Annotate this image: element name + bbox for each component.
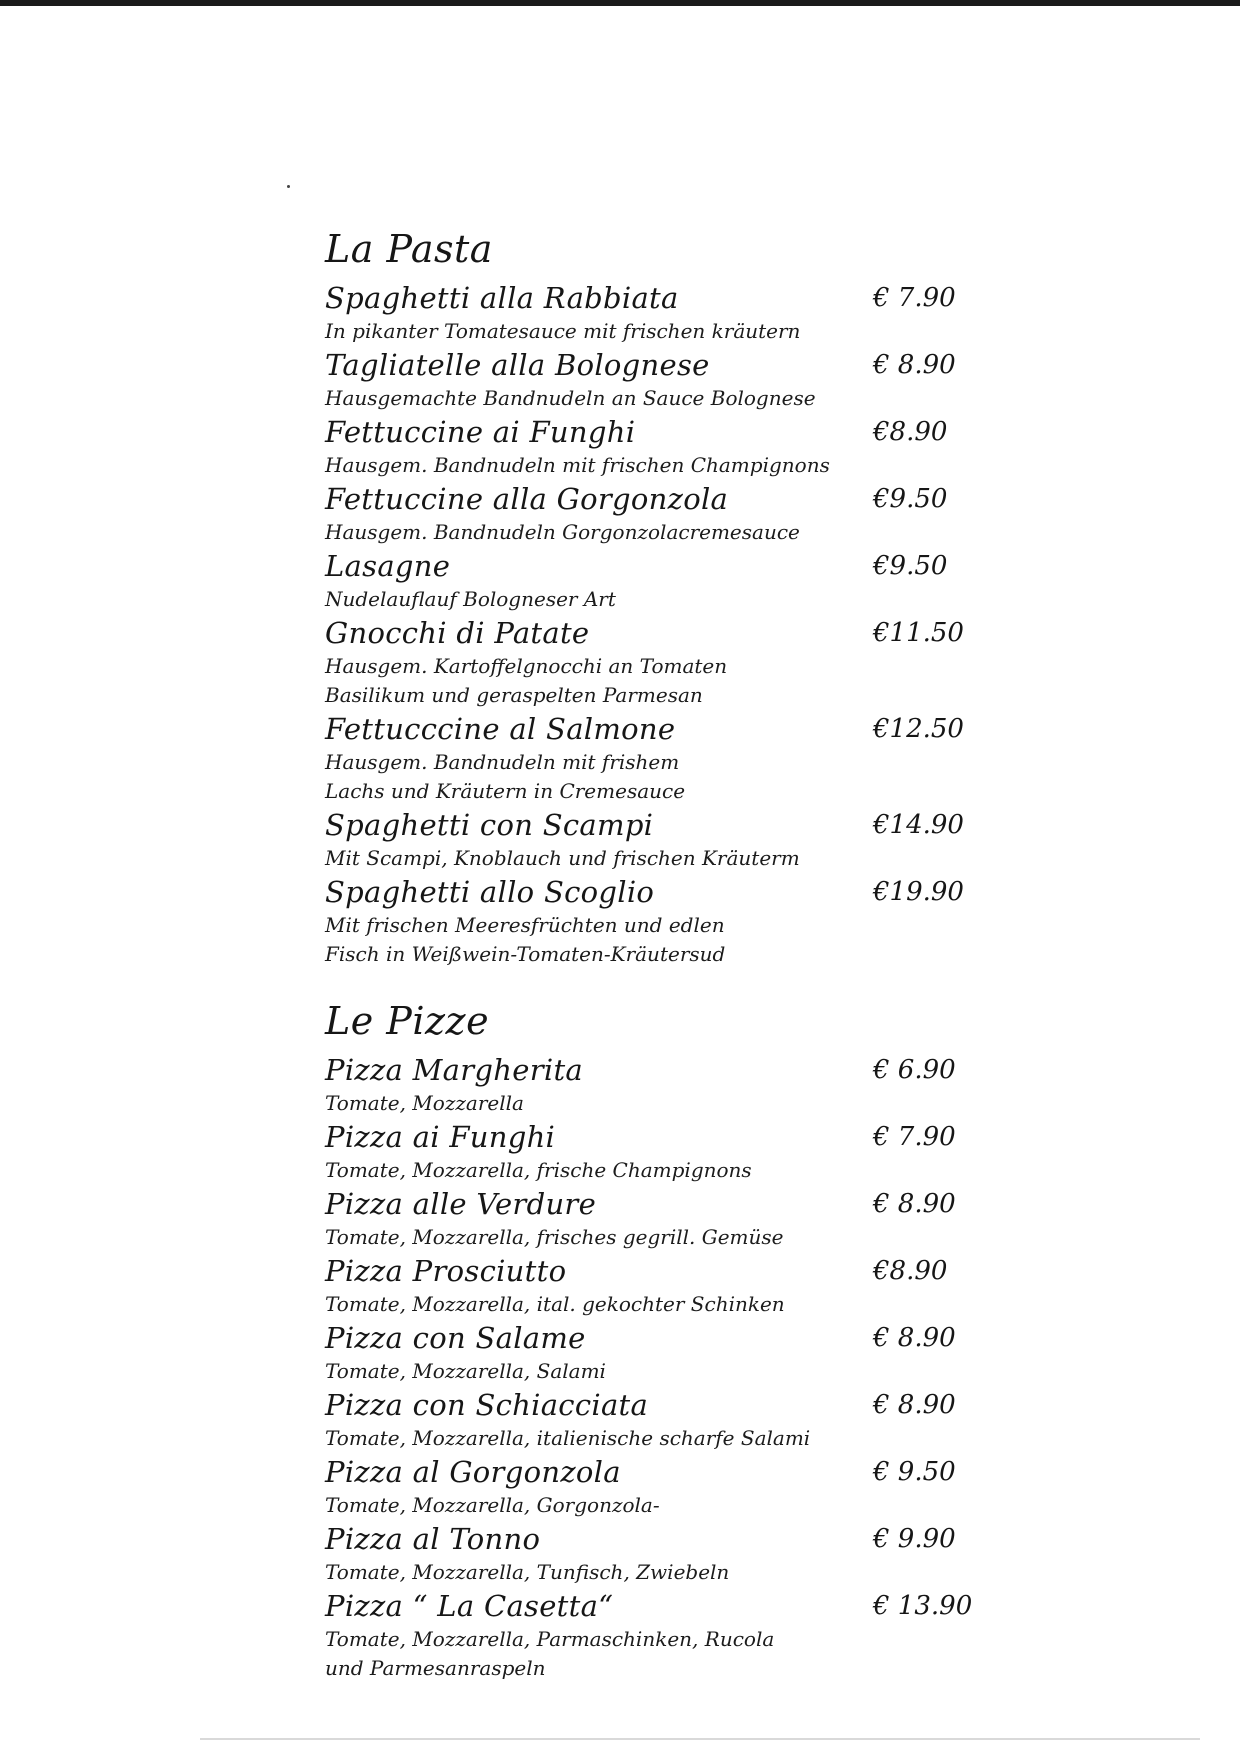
item-price: €9.50 [873, 551, 948, 581]
item-price: € 8.90 [873, 1323, 956, 1353]
menu-item [325, 873, 1005, 969]
item-price: € 6.90 [873, 1055, 956, 1085]
scan-top-edge [0, 0, 1240, 6]
menu-item [325, 1520, 1005, 1587]
item-description: Tomate, Mozzarella, Gorgonzola- [325, 1493, 660, 1517]
item-price: € 8.90 [873, 350, 956, 380]
item-description: Basilikum und geraspelten Parmesan [325, 683, 703, 707]
item-description: Tomate, Mozzarella, italienische scharfe Salami [325, 1426, 811, 1450]
menu-item [325, 1453, 1005, 1520]
item-price: € 9.50 [873, 1457, 956, 1487]
item-description: Tomate, Mozzarella, frische Champignons [325, 1158, 752, 1182]
menu-item [325, 614, 1005, 710]
scan-bottom-edge [200, 1738, 1200, 1740]
item-price: € 9.90 [873, 1524, 956, 1554]
item-name: Gnocchi di Patate [325, 616, 590, 650]
menu-item [325, 346, 1005, 413]
menu-item [325, 1319, 1005, 1386]
item-description: Hausgem. Bandnudeln mit frishem [325, 750, 680, 774]
item-description: Tomate, Mozzarella [325, 1091, 524, 1115]
item-name: Spaghetti con Scampi [325, 808, 654, 842]
item-name: Fettuccine alla Gorgonzola [325, 482, 729, 516]
menu-item [325, 413, 1005, 480]
item-price: € 7.90 [873, 1122, 956, 1152]
item-description: Fisch in Weißwein-Tomaten-Kräutersud [325, 942, 726, 966]
item-name: Pizza con Salame [325, 1321, 586, 1355]
item-description: Tomate, Mozzarella, Salami [325, 1359, 606, 1383]
item-name: Tagliatelle alla Bolognese [325, 348, 710, 382]
item-description: Nudelauflauf Bologneser Art [325, 587, 616, 611]
menu-item [325, 1252, 1005, 1319]
item-description: In pikanter Tomatesauce mit frischen kräutern [325, 319, 801, 343]
item-price: € 7.90 [873, 283, 956, 313]
menu-item [325, 480, 1005, 547]
item-description: Hausgem. Bandnudeln Gorgonzolacremesauce [325, 520, 800, 544]
item-price: € 13.90 [873, 1591, 973, 1621]
menu-page [325, 225, 1005, 1683]
item-name: Fettuccine ai Funghi [325, 415, 636, 449]
item-name: Pizza Margherita [325, 1053, 583, 1087]
section-title-pizze: Le Pizze [325, 999, 490, 1043]
item-price: €19.90 [873, 877, 964, 907]
item-price: €14.90 [873, 810, 964, 840]
item-description: Hausgem. Kartoffelgnocchi an Tomaten [325, 654, 728, 678]
item-description: Tomate, Mozzarella, Tunfisch, Zwiebeln [325, 1560, 730, 1584]
menu-item [325, 1118, 1005, 1185]
item-price: €11.50 [873, 618, 964, 648]
menu-item [325, 547, 1005, 614]
menu-item [325, 279, 1005, 346]
menu-item [325, 1051, 1005, 1118]
item-name: Spaghetti alla Rabbiata [325, 281, 679, 315]
menu-item [325, 710, 1005, 806]
item-name: Pizza ai Funghi [325, 1120, 556, 1154]
item-price: € 8.90 [873, 1189, 956, 1219]
item-description: und Parmesanraspeln [325, 1656, 546, 1680]
item-name: Pizza con Schiacciata [325, 1388, 649, 1422]
item-description: Tomate, Mozzarella, frisches gegrill. Gemüse [325, 1225, 784, 1249]
item-price: € 8.90 [873, 1390, 956, 1420]
item-description: Tomate, Mozzarella, Parmaschinken, Rucola [325, 1627, 775, 1651]
menu-item [325, 1386, 1005, 1453]
item-name: Spaghetti allo Scoglio [325, 875, 655, 909]
item-description: Hausgem. Bandnudeln mit frischen Champignons [325, 453, 830, 477]
item-description: Hausgemachte Bandnudeln an Sauce Bolognese [325, 386, 816, 410]
item-name: Pizza Prosciutto [325, 1254, 567, 1288]
item-name: Pizza alle Verdure [325, 1187, 597, 1221]
menu-item [325, 806, 1005, 873]
item-description: Tomate, Mozzarella, ital. gekochter Schinken [325, 1292, 785, 1316]
menu-item [325, 1587, 1005, 1683]
item-name: Lasagne [325, 549, 451, 583]
item-price: €8.90 [873, 1256, 948, 1286]
item-description: Mit Scampi, Knoblauch und frischen Kräuterm [325, 846, 800, 870]
item-price: €9.50 [873, 484, 948, 514]
item-price: €8.90 [873, 417, 948, 447]
item-description: Mit frischen Meeresfrüchten und edlen [325, 913, 725, 937]
item-name: Pizza “ La Casetta“ [325, 1589, 614, 1623]
item-name: Pizza al Tonno [325, 1522, 541, 1556]
scan-speck [287, 185, 290, 188]
item-description: Lachs und Kräutern in Cremesauce [325, 779, 686, 803]
item-name: Fettucccine al Salmone [325, 712, 676, 746]
item-name: Pizza al Gorgonzola [325, 1455, 621, 1489]
section-title-pasta: La Pasta [325, 227, 493, 271]
menu-item [325, 1185, 1005, 1252]
item-price: €12.50 [873, 714, 964, 744]
